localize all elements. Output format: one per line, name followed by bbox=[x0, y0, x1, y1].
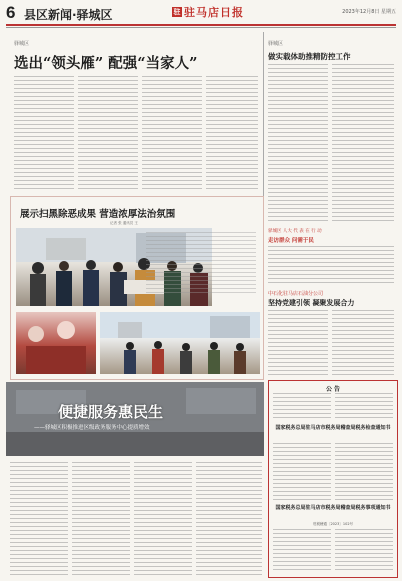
left-article-body-col3 bbox=[142, 76, 202, 192]
left-article-body-col1 bbox=[14, 76, 74, 192]
right-subhead: 走访群众 问需于民 bbox=[268, 238, 314, 244]
item2-tag: 中石化驻马店石油分公司 bbox=[268, 291, 324, 297]
bottom-article-col3 bbox=[134, 462, 192, 576]
feature-headline: 展示扫黑除恶成果 营造浓厚法治氛围 bbox=[20, 209, 176, 220]
left-column-tag: 驿城区 bbox=[14, 41, 30, 47]
item2-body-col1 bbox=[268, 310, 328, 376]
page-number: 6 bbox=[6, 3, 16, 22]
date-line: 2023年12月8日 星期五 bbox=[342, 9, 396, 15]
photo-street-event bbox=[100, 312, 260, 374]
left-article-body-col4 bbox=[206, 76, 258, 192]
header-rule bbox=[6, 24, 396, 26]
right-headline: 做实载体助推精防控工作 bbox=[268, 52, 351, 61]
parade-photo-illustration bbox=[16, 312, 96, 374]
notice-body-3 bbox=[273, 443, 331, 501]
notice-heading-2: 国家税务总局驻马店市税务局稽查局税务事项通知书 bbox=[275, 505, 391, 511]
notice-title: 公 告 bbox=[325, 386, 341, 393]
section-title: 县区新闻·驿城区 bbox=[24, 8, 113, 22]
left-headline: 选出“领头雁” 配强“当家人” bbox=[14, 55, 198, 72]
right-subtag: 驿城区 人大 代 表 在 行 动 bbox=[268, 229, 322, 234]
logo-mark-icon: 驻 bbox=[173, 8, 181, 16]
photo-parade bbox=[16, 312, 96, 374]
banner-headline: 便捷服务惠民生 bbox=[58, 403, 164, 421]
notice-body-4 bbox=[335, 443, 393, 501]
item2-body-col2 bbox=[332, 310, 394, 376]
notice-heading-1: 国家税务总局驻马店市税务局稽查局税务检查通知书 bbox=[275, 425, 391, 431]
bottom-article-col4 bbox=[196, 462, 262, 576]
header-rule-thin bbox=[6, 27, 396, 28]
street-photo-illustration bbox=[100, 312, 260, 374]
page-header bbox=[0, 0, 402, 26]
banner-subhead: ——驿城区积极推进区级政务服务中心提质增效 bbox=[34, 425, 150, 431]
right-article-body-col1 bbox=[268, 64, 328, 224]
item2-headline: 坚持党建引领 凝聚发展合力 bbox=[268, 298, 355, 307]
feature-text-right bbox=[146, 232, 256, 296]
feature-byline: 记者 张 通讯员 王 bbox=[110, 221, 138, 225]
right-article-body-col2 bbox=[332, 64, 394, 224]
bottom-article-col1 bbox=[10, 462, 68, 576]
notice-subheading-2: 驻税稽通〔2023〕102号 bbox=[312, 522, 354, 526]
right-sub-body bbox=[268, 246, 394, 286]
paper-logo bbox=[172, 6, 244, 18]
bottom-article-col2 bbox=[72, 462, 130, 576]
right-column-tag: 驿城区 bbox=[268, 41, 284, 47]
notice-body-6 bbox=[335, 529, 393, 573]
notice-body-1 bbox=[273, 393, 331, 421]
notice-body-2 bbox=[335, 393, 393, 421]
left-article-body-col2 bbox=[78, 76, 138, 192]
notice-body-5 bbox=[273, 529, 331, 573]
notice-box bbox=[268, 380, 398, 578]
paper-logo-text: 驻马店日报 bbox=[184, 6, 244, 19]
